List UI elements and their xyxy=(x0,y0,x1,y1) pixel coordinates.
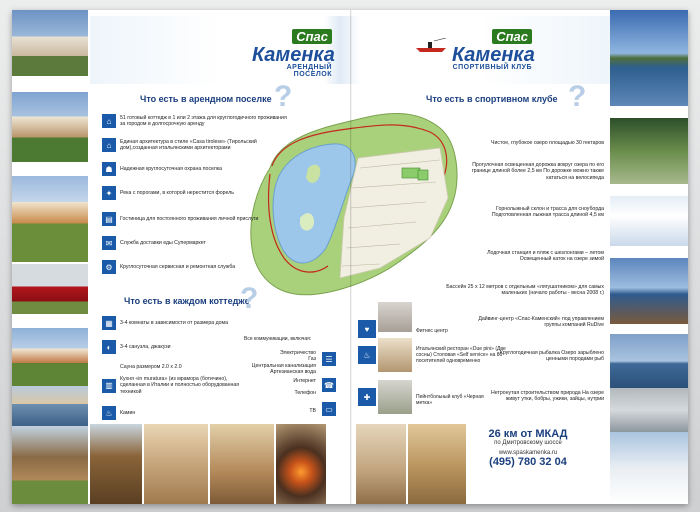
question-mark-2: ? xyxy=(568,80,587,113)
photo-lake-2 xyxy=(610,334,688,388)
spine xyxy=(350,10,352,504)
settlement-item-1-text: 51 готовый коттедж в 1 или 2 этажа для круглогодичного проживания за городом в долгосрочную аренду xyxy=(120,114,287,127)
logo-left-caption: АРЕНДНЫЙ ПОСЕЛОК xyxy=(286,64,332,78)
distance: 26 км от МКАД xyxy=(488,428,568,440)
settlement-item-6-text: Служба доставки еды Супермаркет xyxy=(120,239,206,246)
settlement-item-5-text: Гостиница для постоянного проживания личной прислуги xyxy=(120,215,259,222)
cottage-item-2-text: 3-4 санузла, джакузи xyxy=(120,343,171,350)
comm-sewage: Центральная канализация xyxy=(251,362,316,369)
comm-tv: ТВ xyxy=(309,408,316,414)
photo-red-car xyxy=(12,264,88,314)
phone-number[interactable]: (495) 780 32 04 xyxy=(489,456,567,468)
question-mark-3: ? xyxy=(240,282,259,315)
highway: по Дмитровскому шоссе xyxy=(494,440,562,446)
photo-winter-houses xyxy=(610,432,688,504)
settlement-item-2 xyxy=(102,138,287,152)
settlement-item-3 xyxy=(102,162,287,176)
logo-right-caption: СПОРТИВНЫЙ КЛУБ xyxy=(452,64,532,71)
paintball-text: Пейнтбольный клуб «Черная метка» xyxy=(416,394,484,406)
heading-cottage: Что есть в каждом коттедже xyxy=(124,296,250,306)
photo-kitchen xyxy=(144,424,208,504)
phone-icon: ☎ xyxy=(322,378,336,392)
comms-list-1 xyxy=(232,350,316,376)
bath-icon: ◐ xyxy=(102,340,116,354)
question-mark-1: ? xyxy=(274,80,293,113)
photo-paintball xyxy=(378,380,412,414)
fireplace-icon: ♨ xyxy=(102,406,116,420)
photo-hall xyxy=(210,424,274,504)
cottage-item-4-text: Кухня «in muratura» (из мрамора (ботичино), сделанная в Италии и полностью оборудованная техникой xyxy=(120,376,240,395)
website-link[interactable]: www.spaskamenka.ru xyxy=(498,450,558,456)
service-icon: ⚙ xyxy=(102,260,116,274)
comm-water: Артезианская вода xyxy=(270,369,316,376)
logo-right xyxy=(452,28,535,71)
fitness-text: Фитнес центр xyxy=(416,328,448,334)
house-icon: ⌂ xyxy=(102,114,116,128)
settlement-item-3-text: Надежная круглосуточная охрана поселка xyxy=(120,165,223,172)
settlement-item-4 xyxy=(102,186,287,200)
settlement-item-1 xyxy=(102,114,287,128)
boat-icon xyxy=(414,38,448,54)
photo-sauna xyxy=(408,424,466,504)
cottage-item-4 xyxy=(102,376,252,395)
settlement-item-7-text: Круглосуточная сервисная и ремонтная служба xyxy=(120,263,236,270)
photo-fish xyxy=(610,388,688,432)
club-item-5: Бассейн 25 х 12 метров с отдельным «лягушатником» для самых маленьких (начало работы - весна 2008 г.) xyxy=(446,284,604,297)
logo-right-word2: Каменка xyxy=(452,44,535,66)
hotel-icon: ▤ xyxy=(102,212,116,226)
cottage-item-3-text: Сауна размером 2.0 х 2.0 xyxy=(120,363,182,370)
club-item-6: Дайвинг-центр «Спас-Каменский» под управлением группы компаний RuDive xyxy=(478,316,604,329)
settlement-item-7 xyxy=(102,260,287,274)
photo-house-4 xyxy=(12,328,88,386)
photo-lake-1 xyxy=(610,10,688,106)
brochure-spread xyxy=(12,10,688,504)
fitness-icon: ♥ xyxy=(358,320,376,338)
logo-left-word1: Спас xyxy=(292,29,332,44)
club-item-3: Горнолыжный склон и трасса для сноуборда Подготовленная лыжная трасса длиной 4,5 км xyxy=(491,206,604,219)
cottage-item-1-text: 3-4 комнаты в зависимости от размера дома xyxy=(120,319,228,326)
restaurant-icon: ♨ xyxy=(358,346,376,364)
photo-stairs xyxy=(356,424,406,504)
club-item-4: Лодочная станция и пляж с шезлонгами – летом Освещенный каток на озере зимой xyxy=(487,250,604,263)
comm-electricity: Электричество xyxy=(279,350,316,356)
settlement-item-5 xyxy=(102,212,287,226)
settlement-item-4-text: Река с порогами, в которой нерестится форель xyxy=(120,189,234,196)
club-item-2: Прогулочная освещенная дорожка вокруг озера по его границе длиной более 2,5 км По дорожке можно также кататься на велосипеда xyxy=(471,162,604,181)
photo-restaurant xyxy=(378,338,412,372)
photo-pier xyxy=(610,258,688,324)
fish-icon: ✦ xyxy=(102,186,116,200)
cottage-item-5 xyxy=(102,406,252,420)
rooms-icon: ▦ xyxy=(102,316,116,330)
settlement-item-6 xyxy=(102,236,287,250)
logo-left-word2: Каменка xyxy=(252,44,335,66)
sauna-icon xyxy=(102,360,116,374)
contact-block xyxy=(468,428,588,468)
photo-fitness xyxy=(378,302,412,332)
house-icon: ⌂ xyxy=(102,138,116,152)
guard-icon: ☗ xyxy=(102,162,116,176)
kitchen-icon: ▥ xyxy=(102,379,116,393)
comm-phone: Телефон xyxy=(294,390,316,396)
photo-porch xyxy=(12,426,88,504)
photo-cyclist xyxy=(610,118,688,184)
paintball-icon: ✚ xyxy=(358,388,376,406)
heading-settlement: Что есть в арендном поселке xyxy=(140,94,272,104)
comms-title: Все коммуникации, включая: xyxy=(244,336,312,342)
comm-internet: Интернет xyxy=(293,378,316,384)
delivery-icon: ✉ xyxy=(102,236,116,250)
tv-icon: ▭ xyxy=(322,402,336,416)
comm-gas: Газ xyxy=(308,356,316,363)
photo-house-2 xyxy=(12,92,88,162)
club-item-1: Чистое, глубокое озеро площадью 30 гектаров xyxy=(491,140,604,146)
restaurant-text: Итальянский ресторан «Due pini» (Две сосны) Столовая «Self service» на 80 посетителей одновременно xyxy=(416,346,506,364)
utilities-icon: ☰ xyxy=(322,352,336,366)
logo-right-word1: Спас xyxy=(492,29,532,44)
club-item-7: Круглогодичная рыбалка Озеро зарыблено ценными породами рыб xyxy=(499,350,604,363)
photo-house-1 xyxy=(12,10,88,76)
photo-lake-house xyxy=(12,386,88,426)
cottage-item-3 xyxy=(102,360,252,374)
cottage-item-2 xyxy=(102,340,252,354)
logo-left xyxy=(252,28,335,78)
photo-snowboard xyxy=(610,196,688,246)
cottage-item-5-text: Камин xyxy=(120,409,136,416)
club-item-8: Нетронутая строительством природа На озере живут утки, бобры, ужики, зайцы, нутрии xyxy=(491,390,604,403)
settlement-item-2-text: Единая архитектура в стиле «Casa tirolese» (Тирольский дом),созданная итальянскими архитекторами xyxy=(120,138,257,151)
photo-fireplace xyxy=(276,424,326,504)
cottage-item-1 xyxy=(102,316,252,330)
photo-wood-house xyxy=(90,424,142,504)
heading-club: Что есть в спортивном клубе xyxy=(426,94,558,104)
photo-house-3 xyxy=(12,176,88,262)
